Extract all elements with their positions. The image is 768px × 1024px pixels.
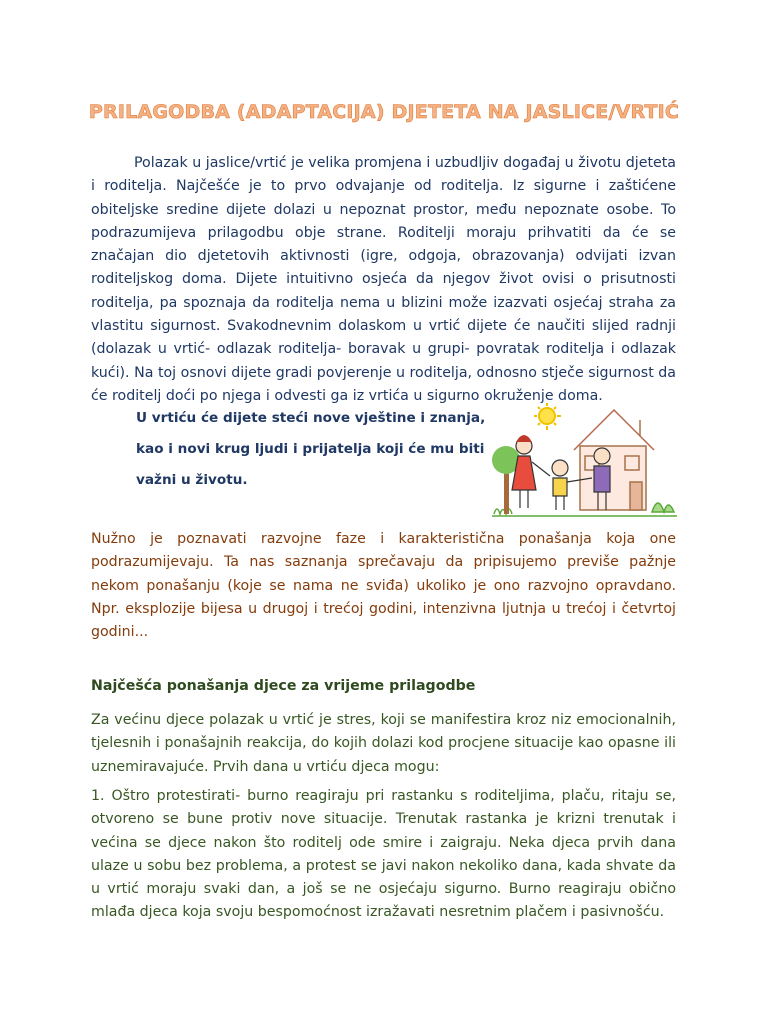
family-house-drawing-icon [492,402,677,522]
sun-icon [534,403,561,430]
page-title: PRILAGODBA (ADAPTACIJA) DJETETA NA JASLICE/VRTIĆ [88,100,680,123]
section-heading: Najčešća ponašanja djece za vrijeme prilagodbe [91,678,476,694]
house-icon [574,410,654,510]
highlight-quote: U vrtiću će dijete steći nove vještine i znanja, kao i novi krug ljudi i prijatelja koji će mu biti važni u životu. [136,410,486,488]
mother-figure-icon [512,435,550,508]
section-intro-paragraph: Za većinu djece polazak u vrtić je stres, koji se manifestira kroz niz emocionalnih, tjelesnih i ponašajnih reakcija, do kojih dolazi kod procjene situacije kao opasne ili uznemiravajuće. Prvih dana u vrtiću djeca mogu: [91,712,676,775]
intro-paragraph: Polazak u jaslice/vrtić je velika promjena i uzbudljiv događaj u životu djeteta i roditelja. Najčešće je to prvo odvajanje od roditelja. Iz sigurne i zaštićene obiteljske sredine dijete dolazi u nepoznat prostor, među nepoznate osobe. To podrazumijeva prilagodbu obje strane. Roditelji moraju prihvatiti da će se značajan dio djetetovih aktivnosti (igre, odgoja, obrazovanja) odvijati izvan roditeljskog doma. Dijete intuitivno osjeća da njegov život ovisi o prisutnosti roditelja, pa spoznaja da roditelja nema u blizini može izazvati osjećaj straha za vlastitu sigurnost. Svakodnevnim dolaskom u vrtić dijete će naučiti slijed radnji (dolazak u vrtić- odlazak roditelja- boravak u grupi- povratak roditelja i odlazak kući). Na toj osnovi dijete gradi povjerenje u roditelja, odnosno stječe sigurnost da će roditelj doći po njega i odvesti ga iz vrtića u sigurno okruženje doma. [91,155,676,404]
development-paragraph: Nužno je poznavati razvojne faze i karakteristična ponašanja koja one podrazumijevaju. Ta nas saznanja sprečavaju da pripisujemo previše pažnje nekom ponašanju (koje se nama ne sviđa) ukoliko je ono razvojno opravdano. Npr. eksplozije bijesa u drugoj i trećoj godini, intenzivna ljutnja u trećoj i četvrtoj godini... [91,531,676,641]
list-item: 1. Oštro protestirati- burno reagiraju pri rastanku s roditeljima, plaču, ritaju se, otvoreno se bune protiv nove situacije. Trenutak rastanka je krizni trenutak i većina se djece nakon što roditelj ode smire i zaigraju. Neka djeca prvih dana ulaze u sobu bez problema, a protest se javi nakon nekoliko dana, kada shvate da u vrtić moraju svaki dan, a još se ne osjećaju sigurno. Burno reagiraju obično mlađa djeca koja svoju bespomoćnost izražavati nesretnim plačem i pasivnošću. [91,788,676,921]
